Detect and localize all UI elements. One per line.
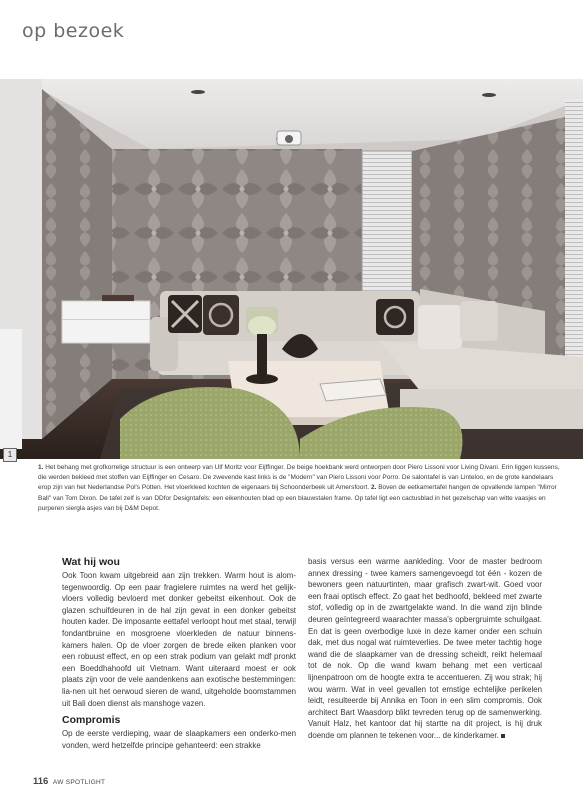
room-photo xyxy=(0,79,583,459)
caption-number-1: 1. xyxy=(38,464,44,471)
article-body xyxy=(62,556,542,751)
article-paragraph-2: Op de eerste verdieping, waar de slaapkamers een onderko-men vonden, werd hetzelfde principe gehanteerd: een strakke xyxy=(62,729,296,750)
subheading-wat-hij-wou: Wat hij wou xyxy=(62,556,120,568)
end-mark-icon xyxy=(501,734,505,738)
caption-text-1: Het behang met grofkorrelige structuur is een ontwerp van Ulf Moritz voor Eijffinger. De beige hoekbank werd ontworpen door Piero Lissoni voor Living Divani. Erin liggen kussens, die werden bekleed met stoffen van Eijffinger en Cesaro. De zwevende kast links is de "Modern" van Piero Lissoni voor Porro. De salontafel is van Linteloo, en de grote kandelaars erop zijn van het Nederlandse Pol's Potten. Het vloerkleed kochten de eigenaars bij Schoonderbeek uit Amersfoort. xyxy=(38,464,560,492)
photo-caption xyxy=(38,463,568,514)
caption-number-2: 2. xyxy=(370,484,377,492)
magazine-name: AW SPOTLIGHT xyxy=(52,779,106,786)
page-number: 116 xyxy=(33,776,49,787)
photo-number-badge: 1 xyxy=(3,448,17,462)
section-title: op bezoek xyxy=(22,20,125,42)
article-column-right xyxy=(308,556,542,751)
article-paragraph-3: basis versus een warme aankleding. Voor de master bedroom annex dressing - twee kamers samengevoegd tot één - kozen de bewoners geen natuurtinten, maar grafisch zwart-wit. Goed voor een fraai optisch effect. Zo gaat het bedhoofd, bekleed met zwarte stof, volledig op in de zwartgelakte wand. In die wand zijn blinde deuren geïntegreerd waarachter massa's opbergruimte schuilgaat. En dat is geen overbodige luxe in deze kamer onder een schuin dak, met dus nogal wat ruimteverlies. De twee meter tachtig hoge wand die de slaapkamer van de dressing scheidt, reikt helemaal tot de nok. Op die wand kwam behang met een verticaal lijnenpatroon om de hoogte extra te accentueren. Zij wou strak; hij wou warm. Wat in veel gevallen tot emstige echtelijke perikelen leidt, resulteerde bij Annika en Toon in een slim compromis. Ook architect Bart Waasdorp blikt tevreden terug op de samenwerking. Vanuit Halz, het kantoor dat hij startte na dit project, is hij druk doende om plannen te tekenen voor... de kinderkamer. xyxy=(308,557,542,740)
subheading-compromis: Compromis xyxy=(62,714,121,727)
article-column-left xyxy=(62,556,296,751)
room-illustration xyxy=(0,79,583,459)
caption-text-2: Boven de eetkamertafel hangen de opvallende lampen "Mirror Ball" van Tom Dixon. De tafel zelf is van DDfor Designtafels: een eikenhouten blad op een blauwstalen frame. Op tafel ligt een cactusblad in het gezelschap van witte vaasjes en purperen siergla asjes van bij D&M Depot. xyxy=(38,484,557,512)
article-paragraph-1: Ook Toon kwam uitgebreid aan zijn trekken. Warm hout is alom-tegenwoordig. Op een paar fragielere ruimtes na werd het gelijk-vloers volledig bevloerd met donker gebeitst eikenhout. Ook de glazen schuifdeuren in de hal zijn gevat in een donker gebeitst houten kader. De imposante eettafel verloopt hout met staal, terwijl fondantbruine en mosgroene vloerkleden de natuur binnens-kamers halen. Op de vloer zorgen de brede eiken planken voor een robuust effect, en op een strak podium van gelakt mdf pronkt een Boeddhahoofd uit Vietnam. Want uiteraard moest er ook plaats zijn voor de vele aandenkens aan exotische bestemmingen: lia-nen uit het oerwoud sieren de wand, uitgeholde boomstammen uit Bali doen dienst als manshoge vazen. xyxy=(62,571,296,708)
page-footer xyxy=(33,776,105,787)
